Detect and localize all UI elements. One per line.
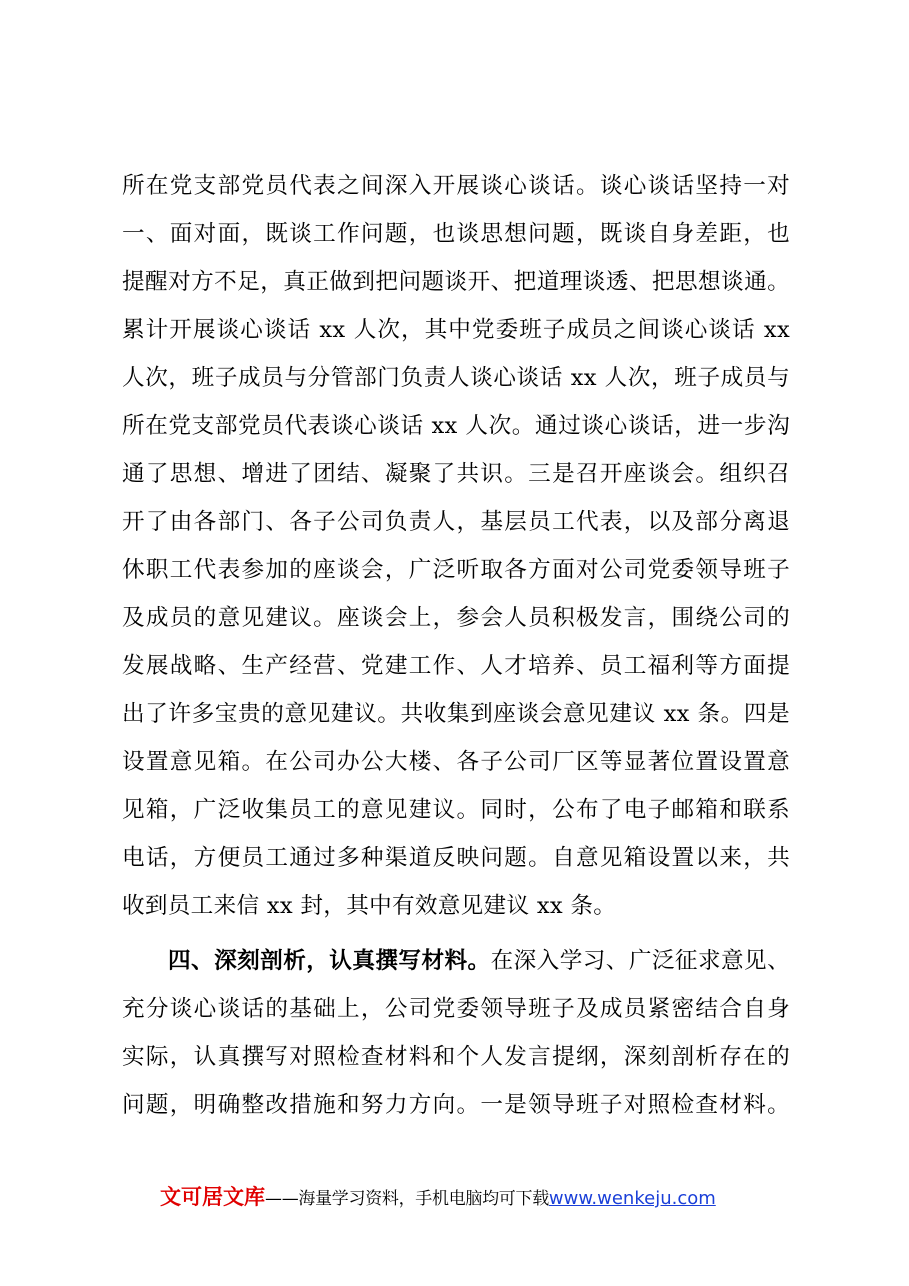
text-line: 设置意见箱。在公司办公大楼、各子公司厂区等显著位置设置意 — [122, 749, 790, 775]
text-line: 人次，班子成员与分管部门负责人谈心谈话 xx 人次，班子成员与 — [122, 365, 790, 391]
heading-line-rest: 在深入学习、广泛征求意见、 — [490, 948, 790, 974]
text-line — [168, 937, 790, 985]
text-line: 一、面对面，既谈工作问题，也谈思想问题，既谈自身差距，也 — [122, 221, 790, 247]
text-line: 所在党支部党员代表之间深入开展谈心谈话。谈心谈话坚持一对 — [122, 173, 790, 199]
section-heading: 四、深刻剖析，认真撰写材料。 — [168, 948, 491, 974]
website-link[interactable]: www.wenkeju.com — [548, 1188, 716, 1209]
text-line: 发展战略、生产经营、党建工作、人才培养、员工福利等方面提 — [122, 653, 790, 679]
text-line: 实际，认真撰写对照检查材料和个人发言提纲，深刻剖析存在的 — [122, 1044, 790, 1070]
footer-banner — [160, 1182, 716, 1212]
brand-name: 文可居文库 — [160, 1185, 265, 1209]
footer-slogan: ——海量学习资料，手机电脑均可下载 — [265, 1189, 549, 1209]
text-line: 及成员的意见建议。座谈会上，参会人员积极发言，围绕公司的 — [122, 605, 790, 631]
text-line: 通了思想、增进了团结、凝聚了共识。三是召开座谈会。组织召 — [122, 461, 790, 487]
text-line: 出了许多宝贵的意见建议。共收集到座谈会意见建议 xx 条。四是 — [122, 701, 790, 727]
text-line: 累计开展谈心谈话 xx 人次，其中党委班子成员之间谈心谈话 xx — [122, 317, 790, 343]
text-line: 开了由各部门、各子公司负责人，基层员工代表，以及部分离退 — [122, 509, 790, 535]
text-line: 所在党支部党员代表谈心谈话 xx 人次。通过谈心谈话，进一步沟 — [122, 413, 790, 439]
text-line: 收到员工来信 xx 封，其中有效意见建议 xx 条。 — [122, 893, 617, 919]
text-line: 休职工代表参加的座谈会，广泛听取各方面对公司党委领导班子 — [122, 557, 790, 583]
text-line: 问题，明确整改措施和努力方向。一是领导班子对照检查材料。 — [122, 1092, 790, 1118]
text-line: 见箱，广泛收集员工的意见建议。同时，公布了电子邮箱和联系 — [122, 797, 790, 823]
text-line: 提醒对方不足，真正做到把问题谈开、把道理谈透、把思想谈通。 — [122, 269, 790, 295]
text-line: 电话，方便员工通过多种渠道反映问题。自意见箱设置以来，共 — [122, 845, 790, 871]
text-line: 充分谈心谈话的基础上，公司党委领导班子及成员紧密结合自身 — [122, 996, 790, 1022]
